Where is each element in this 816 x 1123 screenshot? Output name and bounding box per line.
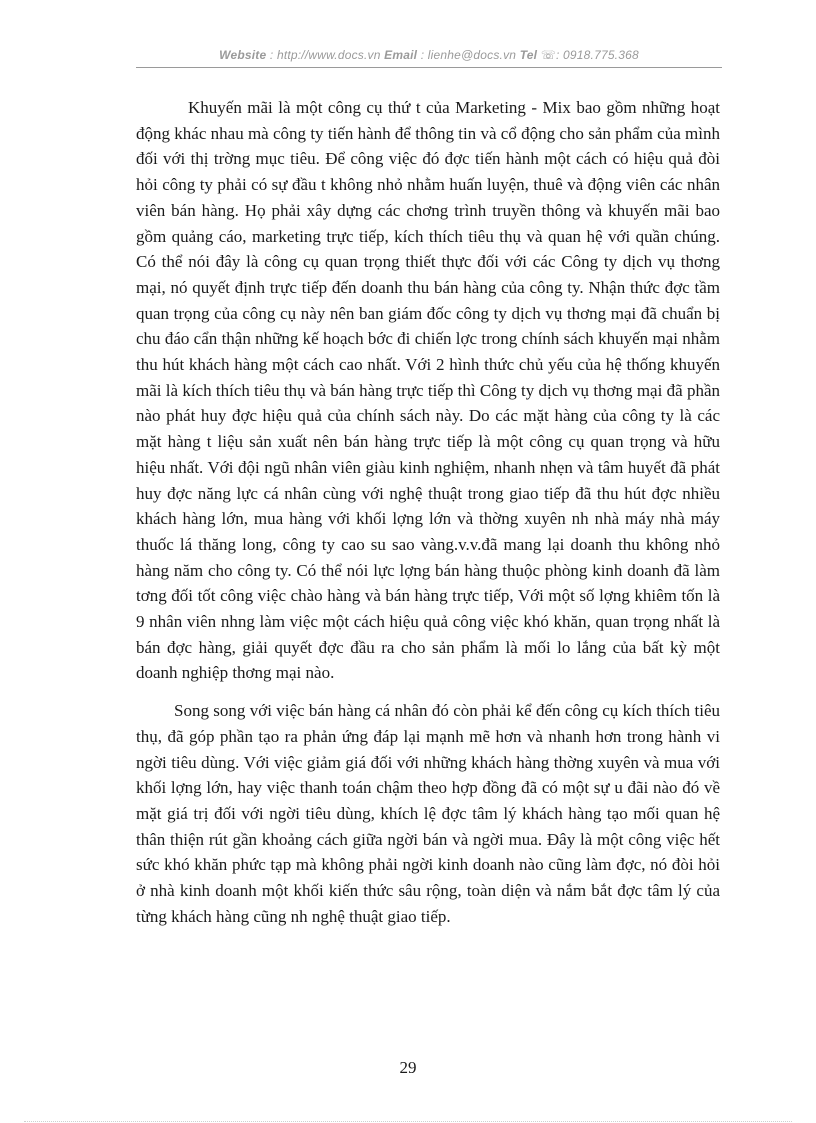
- header-divider: [136, 67, 722, 68]
- paragraph-2: Song song với việc bán hàng cá nhân đó còn phải kể đến công cụ kích thích tiêu thụ, đã góp phần tạo ra phản ứng đáp lại mạnh mẽ hơn và nhanh hơn trong hành vi ngời tiêu dùng. Với việc giảm giá đối với những khách hàng thờng xuyên và mua với khối lợng lớn, hay việc thanh toán chậm theo hợp đồng đã có một sự u đãi nào đó về mặt giá trị đối với ngời tiêu dùng, khích lệ đợc tâm lý khách hàng tạo mối quan hệ thân thiện rút gần khoảng cách giữa ngời bán và ngời mua. Đây là một công việc hết sức khó khăn phức tạp mà không phải ngời kinh doanh nào cũng làm đợc, nó đòi hỏi ở nhà kinh doanh một khối kiến thức sâu rộng, toàn diện và nắm bắt đợc tâm lý của từng khách hàng cũng nh nghệ thuật giao tiếp.: [136, 701, 720, 926]
- page-number: 29: [399, 1058, 417, 1077]
- email-value: : lienhe@docs.vn: [420, 48, 517, 62]
- phone-icon: ☏: [540, 48, 556, 62]
- email-label: Email: [384, 48, 418, 62]
- page-header: [136, 48, 722, 62]
- website-label: Website: [219, 48, 267, 62]
- footer-divider: [24, 1121, 792, 1122]
- paragraph-1: Khuyến mãi là một công cụ thứ t của Marketing - Mix bao gồm những hoạt động khác nhau mà công ty tiến hành để thông tin và cổ động cho sản phẩm của mình đối với thị trờng mục tiêu. Để công việc đó đợc tiến hành một cách có hiệu quả đòi hỏi công ty phải có sự đầu t không nhỏ nhằm huấn luyện, thuê và động viên các nhân viên bán hàng. Họ phải xây dựng các chơng trình truyền thông và khuyến mãi bao gồm quảng cáo, marketing trực tiếp, kích thích tiêu thụ và quan hệ với quần chúng. Có thể nói đây là công cụ quan trọng thiết thực đối với các Công ty dịch vụ thơng mại, nó quyết định trực tiếp đến doanh thu bán hàng của công ty. Nhận thức đợc tầm quan trọng của công cụ này nên ban giám đốc công ty dịch vụ thơng mại đã chuẩn bị chu đáo cẩn thận những kế hoạch bớc đi chiến lợc trong chính sách khuyến mại nhằm thu hút khách hàng một cách cao nhất. Với 2 hình thức chủ yếu của hệ thống khuyến mãi là kích thích tiêu thụ và bán hàng trực tiếp thì Công ty dịch vụ thơng mại đã phần nào phát huy đợc hiệu quả của chính sách này. Do các mặt hàng của công ty là các mặt hàng t liệu sản xuất nên bán hàng trực tiếp là một công cụ quan trọng và hữu hiệu nhất. Với đội ngũ nhân viên giàu kinh nghiệm, nhanh nhẹn và tâm huyết đã phát huy đợc năng lực cá nhân cùng với nghệ thuật trong giao tiếp đã thu hút đợc nhiều khách hàng lớn, mua hàng với khối lợng lớn và thờng xuyên nh nhà máy nhà máy thuốc lá thăng long, công ty cao su sao vàng.v.v.đã mang lại doanh thu không nhỏ hàng năm cho công ty. Có thể nói lực lợng bán hàng thuộc phòng kinh doanh đã làm tơng đối tốt công việc chào hàng và bán hàng trực tiếp, Với một số lợng khiêm tốn là 9 nhân viên nhng làm việc một cách hiệu quả công việc khó khăn, quan trọng nhất là bán đợc hàng, giải quyết đợc đầu ra cho sản phẩm là mối lo lắng của bất kỳ một doanh nghiệp thơng mại nào.: [136, 98, 720, 683]
- body-text: [136, 95, 720, 930]
- website-value: : http://www.docs.vn: [269, 48, 381, 62]
- tel-label: Tel: [519, 48, 538, 62]
- tel-value: : 0918.775.368: [555, 48, 639, 62]
